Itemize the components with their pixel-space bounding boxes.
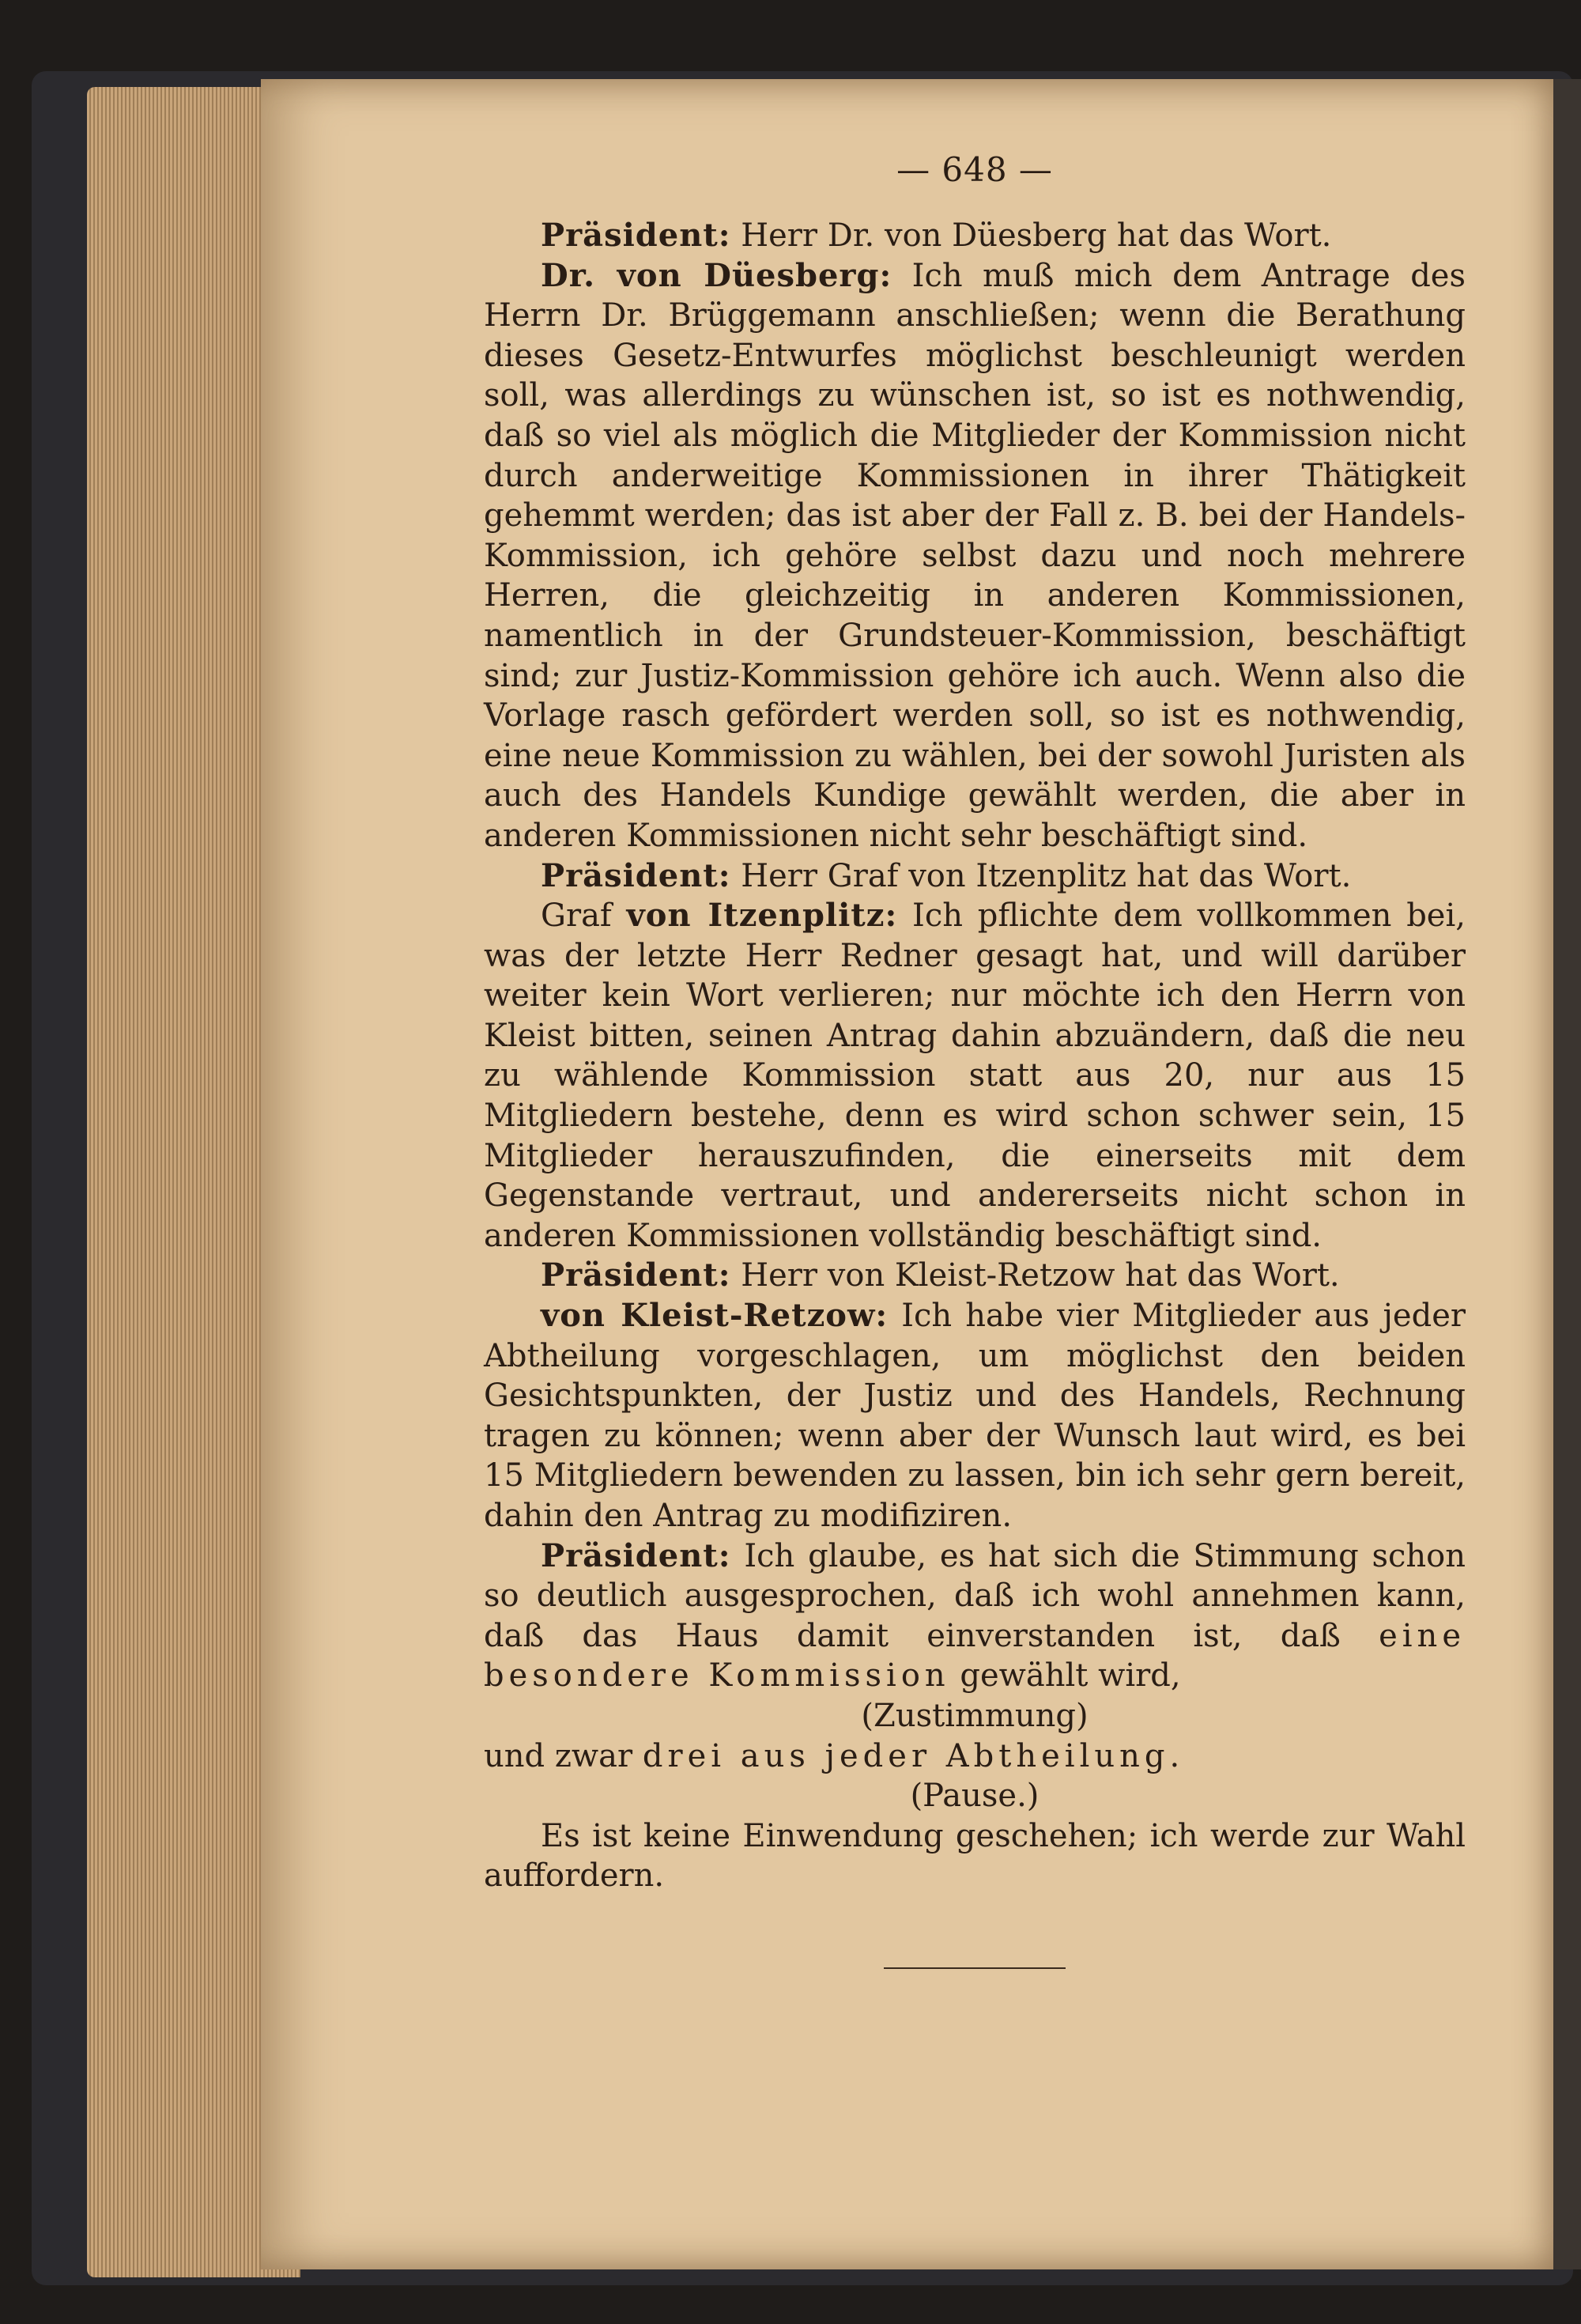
speech-text: Ich muß mich dem Antrage des Herrn Dr. Brüggemann anschließen; wenn die Berathung dieses Gesetz-Entwurfes möglichst beschleunigt werden soll, was allerdings zu wünschen ist, so ist es nothwendig, daß so viel als möglich die Mitglieder der Kommission nicht durch anderweitige Kommissionen in ihrer Thätigkeit gehemmt werden; das ist aber der Fall z. B. bei der Handels-Kommission, ich gehöre selbst dazu und noch mehrere Herren, die gleichzeitig in anderen Kommissionen, namentlich in der Grundsteuer-Kommission, beschäftigt sind; zur Justiz-Kommission gehöre ich auch. Wenn also die Vorlage rasch gefördert werden soll, so ist es nothwendig, eine neue Kommission zu wählen, bei der sowohl Juristen als auch des Handels Kundige gewählt werden, die aber in anderen Kommissionen nicht sehr beschäftigt sind. <box>484 257 1466 854</box>
speaker-name: Präsident: <box>541 217 731 254</box>
emphasized-text: drei aus jeder Abtheilung. <box>642 1737 1185 1774</box>
stage-note: (Pause.) <box>910 1778 1040 1815</box>
emphasized-text: eine besondere Kommission <box>484 1617 1466 1695</box>
speech-text: Ich glaube, es hat sich die Stimmung schon so deutlich ausgesprochen, daß ich wohl annehmen kann, daß das Haus damit einverstanden ist, daß <box>484 1537 1466 1654</box>
paragraph <box>484 1256 1466 1296</box>
paragraph <box>484 1816 1466 1896</box>
speech-text: Es ist keine Einwendung geschehen; ich werde zur Wahl auffordern. <box>484 1817 1466 1895</box>
paragraph <box>484 256 1466 856</box>
stage-note: (Zustimmung) <box>861 1697 1089 1734</box>
paragraph <box>484 856 1466 897</box>
speaker-name: Dr. von Düesberg: <box>541 256 892 294</box>
paragraph <box>484 1536 1466 1696</box>
speaker-name: von Itzenplitz: <box>626 897 898 935</box>
speech-text: gewählt wird, <box>960 1657 1181 1695</box>
paragraph <box>484 216 1466 256</box>
speech-text: Herr Dr. von Düesberg hat das Wort. <box>741 217 1332 254</box>
speaker-name: Präsident: <box>541 856 731 894</box>
paragraph <box>484 1296 1466 1536</box>
paragraph <box>484 1736 1466 1777</box>
speaker-name: Präsident: <box>541 1256 731 1294</box>
speech-text: und zwar <box>484 1737 633 1774</box>
speaker-name: von Kleist-Retzow: <box>541 1297 889 1335</box>
page-gutter <box>1553 79 1581 2269</box>
text-block <box>484 150 1466 1969</box>
speaker-title: Graf <box>541 897 612 935</box>
speech-text: Ich pflichte dem vollkommen bei, was der letzte Herr Redner gesagt hat, und will darüber weiter kein Wort verlieren; nur möchte ich den Herrn von Kleist bitten, seinen Antrag dahin abzuändern, daß die neu zu wählende Kommission statt aus 20, nur aus 15 Mitgliedern bestehe, denn es wird schon schwer sein, 15 Mitglieder herauszufinden, die einerseits mit dem Gegenstande vertraut, und andererseits nicht schon in anderen Kommissionen vollständig beschäftigt sind. <box>484 897 1466 1254</box>
paragraph <box>484 896 1466 1256</box>
speech-text: Ich habe vier Mitglieder aus jeder Abtheilung vorgeschlagen, um möglichst den beiden Gesichtspunkten, der Justiz und des Handels, Rechnung tragen zu können; wenn aber der Wunsch laut wird, es bei 15 Mitgliedern bewenden zu lassen, bin ich sehr gern bereit, dahin den Antrag zu modifiziren. <box>484 1298 1466 1534</box>
speech-text: Herr von Kleist-Retzow hat das Wort. <box>741 1257 1340 1294</box>
speaker-name: Präsident: <box>541 1536 731 1574</box>
closing-rule <box>884 1967 1066 1969</box>
page-number: — 648 — <box>896 150 1053 189</box>
speech-text: Herr Graf von Itzenplitz hat das Wort. <box>741 857 1352 894</box>
